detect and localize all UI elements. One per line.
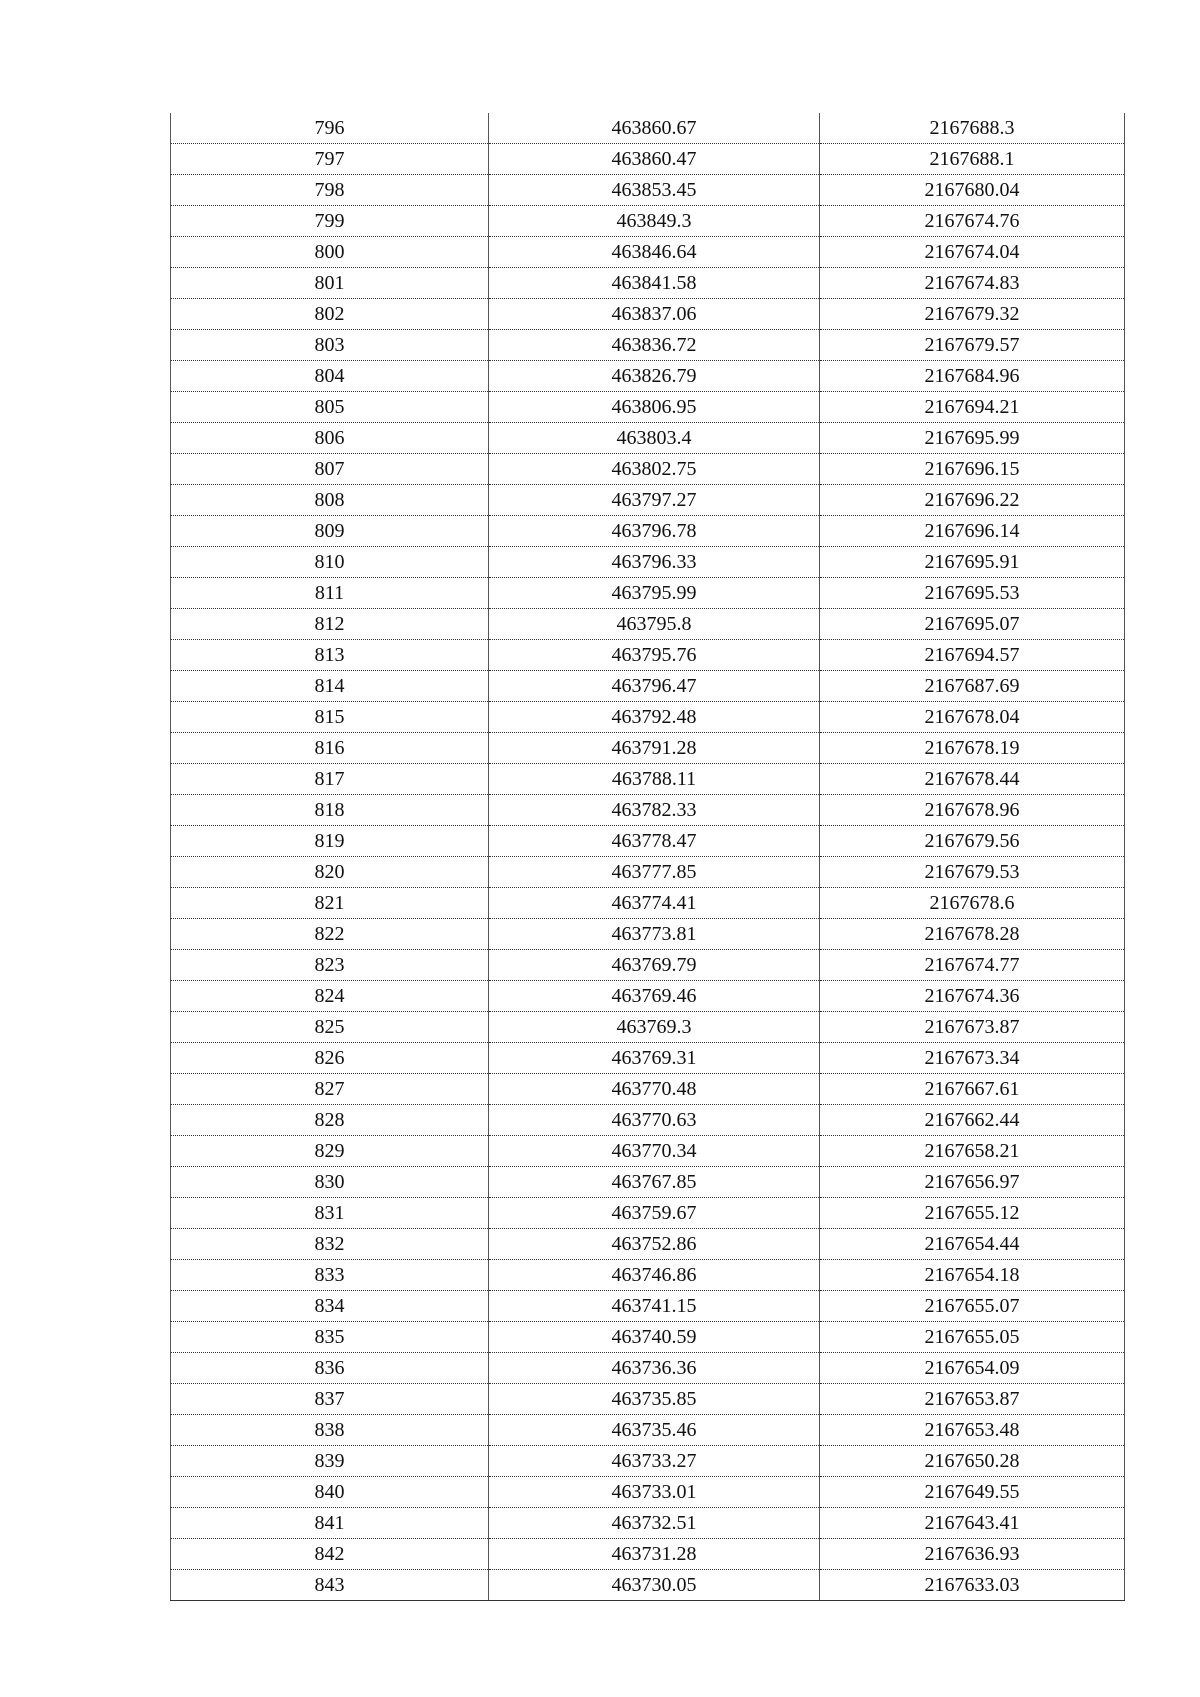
y-coordinate-cell: 2167654.44 — [820, 1229, 1125, 1260]
table-row — [171, 144, 1125, 175]
point-number-cell: 806 — [171, 423, 489, 454]
x-coordinate-cell: 463770.48 — [489, 1074, 820, 1105]
point-number-cell: 809 — [171, 516, 489, 547]
table-row — [171, 268, 1125, 299]
x-coordinate-cell: 463796.33 — [489, 547, 820, 578]
y-coordinate-cell: 2167654.09 — [820, 1353, 1125, 1384]
y-coordinate-cell: 2167674.76 — [820, 206, 1125, 237]
x-coordinate-cell: 463741.15 — [489, 1291, 820, 1322]
point-number-cell: 825 — [171, 1012, 489, 1043]
table-row — [171, 795, 1125, 826]
y-coordinate-cell: 2167695.99 — [820, 423, 1125, 454]
x-coordinate-cell: 463797.27 — [489, 485, 820, 516]
x-coordinate-cell: 463802.75 — [489, 454, 820, 485]
y-coordinate-cell: 2167687.69 — [820, 671, 1125, 702]
table-row — [171, 1167, 1125, 1198]
point-number-cell: 837 — [171, 1384, 489, 1415]
y-coordinate-cell: 2167653.87 — [820, 1384, 1125, 1415]
point-number-cell: 831 — [171, 1198, 489, 1229]
table-row — [171, 454, 1125, 485]
table-row — [171, 1477, 1125, 1508]
point-number-cell: 836 — [171, 1353, 489, 1384]
point-number-cell: 810 — [171, 547, 489, 578]
point-number-cell: 802 — [171, 299, 489, 330]
point-number-cell: 838 — [171, 1415, 489, 1446]
table-row — [171, 826, 1125, 857]
point-number-cell: 820 — [171, 857, 489, 888]
point-number-cell: 818 — [171, 795, 489, 826]
table-row — [171, 1446, 1125, 1477]
x-coordinate-cell: 463788.11 — [489, 764, 820, 795]
table-row — [171, 423, 1125, 454]
table-row — [171, 1074, 1125, 1105]
y-coordinate-cell: 2167658.21 — [820, 1136, 1125, 1167]
x-coordinate-cell: 463849.3 — [489, 206, 820, 237]
table-row — [171, 578, 1125, 609]
table-row — [171, 1508, 1125, 1539]
x-coordinate-cell: 463860.47 — [489, 144, 820, 175]
table-row — [171, 950, 1125, 981]
y-coordinate-cell: 2167678.6 — [820, 888, 1125, 919]
x-coordinate-cell: 463731.28 — [489, 1539, 820, 1570]
y-coordinate-cell: 2167655.12 — [820, 1198, 1125, 1229]
y-coordinate-cell: 2167673.34 — [820, 1043, 1125, 1074]
x-coordinate-cell: 463836.72 — [489, 330, 820, 361]
point-number-cell: 841 — [171, 1508, 489, 1539]
y-coordinate-cell: 2167679.32 — [820, 299, 1125, 330]
point-number-cell: 800 — [171, 237, 489, 268]
table-row — [171, 237, 1125, 268]
point-number-cell: 811 — [171, 578, 489, 609]
table-row — [171, 857, 1125, 888]
y-coordinate-cell: 2167643.41 — [820, 1508, 1125, 1539]
table-row — [171, 1570, 1125, 1601]
point-number-cell: 843 — [171, 1570, 489, 1601]
table-row — [171, 1322, 1125, 1353]
x-coordinate-cell: 463736.36 — [489, 1353, 820, 1384]
y-coordinate-cell: 2167678.44 — [820, 764, 1125, 795]
point-number-cell: 815 — [171, 702, 489, 733]
y-coordinate-cell: 2167680.04 — [820, 175, 1125, 206]
y-coordinate-cell: 2167678.19 — [820, 733, 1125, 764]
y-coordinate-cell: 2167674.04 — [820, 237, 1125, 268]
point-number-cell: 821 — [171, 888, 489, 919]
table-row — [171, 919, 1125, 950]
table-row — [171, 702, 1125, 733]
x-coordinate-cell: 463796.78 — [489, 516, 820, 547]
point-number-cell: 829 — [171, 1136, 489, 1167]
x-coordinate-cell: 463777.85 — [489, 857, 820, 888]
point-number-cell: 828 — [171, 1105, 489, 1136]
point-number-cell: 797 — [171, 144, 489, 175]
table-row — [171, 299, 1125, 330]
table-row — [171, 1198, 1125, 1229]
point-number-cell: 833 — [171, 1260, 489, 1291]
point-number-cell: 808 — [171, 485, 489, 516]
table-row — [171, 640, 1125, 671]
point-number-cell: 824 — [171, 981, 489, 1012]
y-coordinate-cell: 2167674.77 — [820, 950, 1125, 981]
y-coordinate-cell: 2167654.18 — [820, 1260, 1125, 1291]
point-number-cell: 823 — [171, 950, 489, 981]
x-coordinate-cell: 463767.85 — [489, 1167, 820, 1198]
table-row — [171, 1353, 1125, 1384]
point-number-cell: 817 — [171, 764, 489, 795]
table-row — [171, 361, 1125, 392]
x-coordinate-cell: 463846.64 — [489, 237, 820, 268]
x-coordinate-cell: 463769.46 — [489, 981, 820, 1012]
x-coordinate-cell: 463774.41 — [489, 888, 820, 919]
x-coordinate-cell: 463769.79 — [489, 950, 820, 981]
x-coordinate-cell: 463791.28 — [489, 733, 820, 764]
table-row — [171, 733, 1125, 764]
table-row — [171, 547, 1125, 578]
point-number-cell: 842 — [171, 1539, 489, 1570]
table-row — [171, 1229, 1125, 1260]
x-coordinate-cell: 463826.79 — [489, 361, 820, 392]
y-coordinate-cell: 2167688.1 — [820, 144, 1125, 175]
y-coordinate-cell: 2167688.3 — [820, 113, 1125, 144]
y-coordinate-cell: 2167633.03 — [820, 1570, 1125, 1601]
table-row — [171, 485, 1125, 516]
table-row — [171, 1105, 1125, 1136]
table-row — [171, 981, 1125, 1012]
point-number-cell: 830 — [171, 1167, 489, 1198]
y-coordinate-cell: 2167679.56 — [820, 826, 1125, 857]
point-number-cell: 803 — [171, 330, 489, 361]
point-number-cell: 798 — [171, 175, 489, 206]
x-coordinate-cell: 463740.59 — [489, 1322, 820, 1353]
point-number-cell: 832 — [171, 1229, 489, 1260]
table-row — [171, 1384, 1125, 1415]
y-coordinate-cell: 2167678.96 — [820, 795, 1125, 826]
point-number-cell: 822 — [171, 919, 489, 950]
x-coordinate-cell: 463837.06 — [489, 299, 820, 330]
x-coordinate-cell: 463795.99 — [489, 578, 820, 609]
x-coordinate-cell: 463796.47 — [489, 671, 820, 702]
y-coordinate-cell: 2167679.53 — [820, 857, 1125, 888]
x-coordinate-cell: 463860.67 — [489, 113, 820, 144]
x-coordinate-cell: 463752.86 — [489, 1229, 820, 1260]
x-coordinate-cell: 463735.46 — [489, 1415, 820, 1446]
table-row — [171, 1260, 1125, 1291]
table-row — [171, 1291, 1125, 1322]
x-coordinate-cell: 463769.31 — [489, 1043, 820, 1074]
point-number-cell: 801 — [171, 268, 489, 299]
y-coordinate-cell: 2167696.22 — [820, 485, 1125, 516]
point-number-cell: 835 — [171, 1322, 489, 1353]
y-coordinate-cell: 2167650.28 — [820, 1446, 1125, 1477]
y-coordinate-cell: 2167696.14 — [820, 516, 1125, 547]
point-number-cell: 812 — [171, 609, 489, 640]
y-coordinate-cell: 2167662.44 — [820, 1105, 1125, 1136]
y-coordinate-cell: 2167674.83 — [820, 268, 1125, 299]
x-coordinate-cell: 463795.76 — [489, 640, 820, 671]
x-coordinate-cell: 463773.81 — [489, 919, 820, 950]
coordinate-table-body — [171, 113, 1125, 1601]
point-number-cell: 816 — [171, 733, 489, 764]
y-coordinate-cell: 2167694.21 — [820, 392, 1125, 423]
table-row — [171, 888, 1125, 919]
y-coordinate-cell: 2167696.15 — [820, 454, 1125, 485]
x-coordinate-cell: 463803.4 — [489, 423, 820, 454]
point-number-cell: 834 — [171, 1291, 489, 1322]
table-row — [171, 330, 1125, 361]
y-coordinate-cell: 2167649.55 — [820, 1477, 1125, 1508]
y-coordinate-cell: 2167673.87 — [820, 1012, 1125, 1043]
x-coordinate-cell: 463730.05 — [489, 1570, 820, 1601]
y-coordinate-cell: 2167695.53 — [820, 578, 1125, 609]
x-coordinate-cell: 463806.95 — [489, 392, 820, 423]
table-row — [171, 392, 1125, 423]
y-coordinate-cell: 2167656.97 — [820, 1167, 1125, 1198]
x-coordinate-cell: 463735.85 — [489, 1384, 820, 1415]
point-number-cell: 805 — [171, 392, 489, 423]
y-coordinate-cell: 2167678.28 — [820, 919, 1125, 950]
x-coordinate-cell: 463841.58 — [489, 268, 820, 299]
table-row — [171, 1043, 1125, 1074]
table-row — [171, 764, 1125, 795]
y-coordinate-cell: 2167694.57 — [820, 640, 1125, 671]
x-coordinate-cell: 463759.67 — [489, 1198, 820, 1229]
point-number-cell: 799 — [171, 206, 489, 237]
y-coordinate-cell: 2167674.36 — [820, 981, 1125, 1012]
point-number-cell: 839 — [171, 1446, 489, 1477]
table-row — [171, 1012, 1125, 1043]
table-row — [171, 516, 1125, 547]
point-number-cell: 796 — [171, 113, 489, 144]
x-coordinate-cell: 463746.86 — [489, 1260, 820, 1291]
point-number-cell: 814 — [171, 671, 489, 702]
y-coordinate-cell: 2167695.07 — [820, 609, 1125, 640]
table-row — [171, 1136, 1125, 1167]
point-number-cell: 804 — [171, 361, 489, 392]
x-coordinate-cell: 463795.8 — [489, 609, 820, 640]
x-coordinate-cell: 463769.3 — [489, 1012, 820, 1043]
point-number-cell: 819 — [171, 826, 489, 857]
y-coordinate-cell: 2167678.04 — [820, 702, 1125, 733]
table-row — [171, 113, 1125, 144]
x-coordinate-cell: 463770.34 — [489, 1136, 820, 1167]
y-coordinate-cell: 2167667.61 — [820, 1074, 1125, 1105]
y-coordinate-cell: 2167679.57 — [820, 330, 1125, 361]
table-row — [171, 671, 1125, 702]
x-coordinate-cell: 463770.63 — [489, 1105, 820, 1136]
y-coordinate-cell: 2167695.91 — [820, 547, 1125, 578]
point-number-cell: 807 — [171, 454, 489, 485]
x-coordinate-cell: 463853.45 — [489, 175, 820, 206]
table-row — [171, 609, 1125, 640]
y-coordinate-cell: 2167684.96 — [820, 361, 1125, 392]
y-coordinate-cell: 2167655.07 — [820, 1291, 1125, 1322]
x-coordinate-cell: 463733.01 — [489, 1477, 820, 1508]
x-coordinate-cell: 463732.51 — [489, 1508, 820, 1539]
point-number-cell: 826 — [171, 1043, 489, 1074]
table-row — [171, 1539, 1125, 1570]
point-number-cell: 827 — [171, 1074, 489, 1105]
x-coordinate-cell: 463778.47 — [489, 826, 820, 857]
table-row — [171, 1415, 1125, 1446]
x-coordinate-cell: 463782.33 — [489, 795, 820, 826]
x-coordinate-cell: 463792.48 — [489, 702, 820, 733]
y-coordinate-cell: 2167655.05 — [820, 1322, 1125, 1353]
coordinate-table — [170, 113, 1125, 1601]
y-coordinate-cell: 2167653.48 — [820, 1415, 1125, 1446]
table-row — [171, 206, 1125, 237]
table-row — [171, 175, 1125, 206]
point-number-cell: 813 — [171, 640, 489, 671]
y-coordinate-cell: 2167636.93 — [820, 1539, 1125, 1570]
point-number-cell: 840 — [171, 1477, 489, 1508]
x-coordinate-cell: 463733.27 — [489, 1446, 820, 1477]
